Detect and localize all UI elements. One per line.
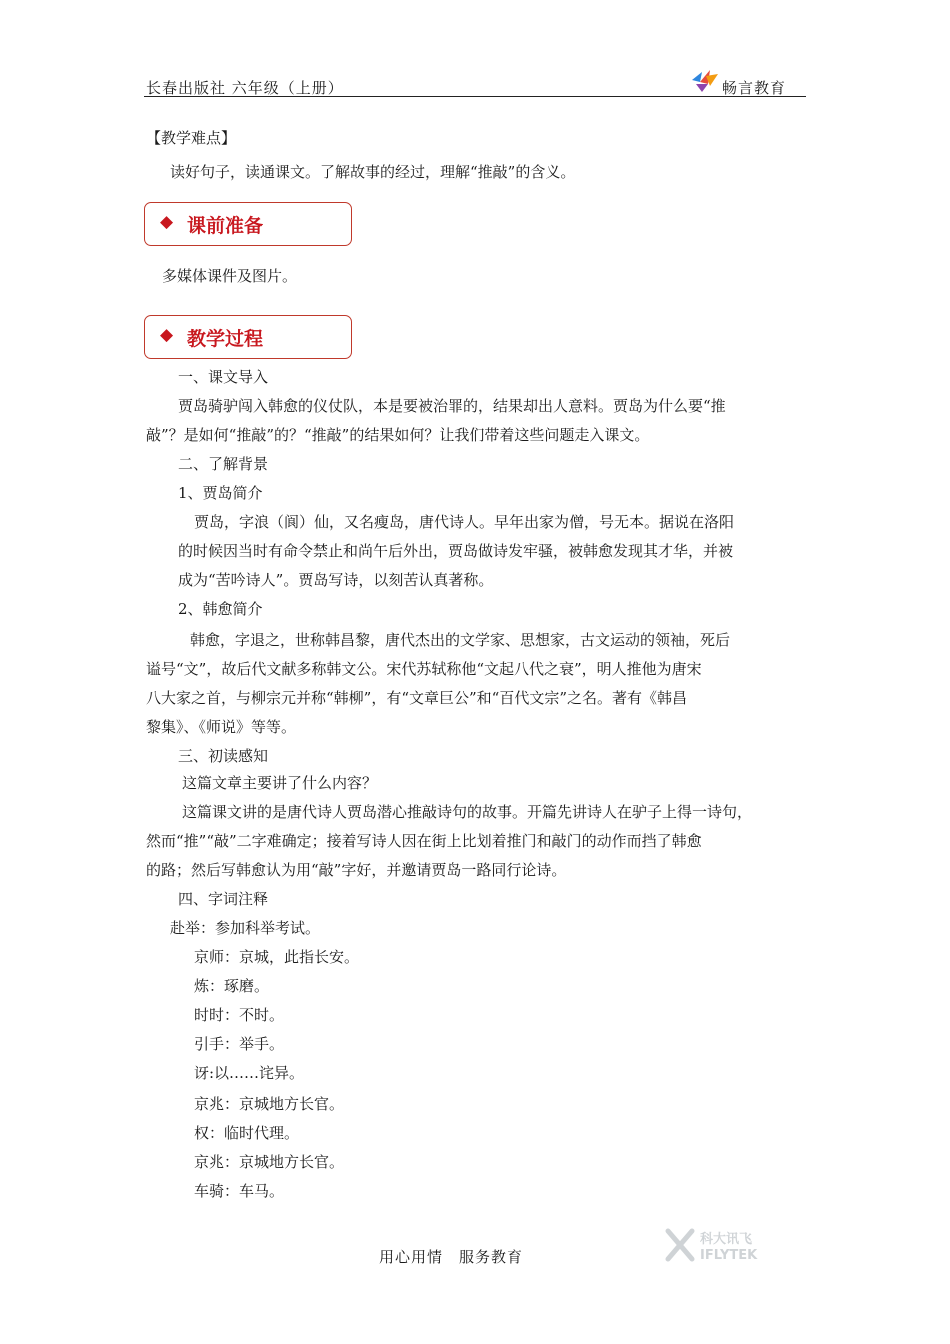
body-line: 韩愈，字退之，世称韩昌黎，唐代杰出的文学家、思想家，古文运动的领袖，死后 [190,631,731,649]
body-line: 成为“苦吟诗人”。贾岛写诗，以刻苦认真著称。 [178,571,494,589]
iflytek-en-text: IFLYTEK [700,1248,758,1263]
body-line: 这篇课文讲的是唐代诗人贾岛潜心推敲诗句的故事。开篇先讲诗人在驴子上得一诗句， [182,803,753,821]
diamond-icon: ◆ [160,212,174,232]
body-line: 三、初读感知 [178,747,269,765]
diamond-icon: ◆ [160,325,174,345]
header-divider [144,96,806,97]
body-line: 引手：举手。 [194,1035,285,1053]
footer-slogan: 用心用情 服务教育 [379,1248,524,1266]
body-line: 的时候因当时有命令禁止和尚午后外出，贾岛做诗发牢骚，被韩愈发现其才华，并被 [178,542,734,560]
header-publisher: 长春出版社 六年级（上册） [146,79,344,97]
section-prep-box [144,202,352,246]
body-line: 这篇文章主要讲了什么内容？ [182,774,378,792]
difficulty-heading: 【教学难点】 [146,129,237,147]
difficulty-text: 读好句子，读通课文。了解故事的经过，理解“推敲”的含义。 [170,163,576,181]
body-line: 赴举：参加科举考试。 [170,919,321,937]
prep-text: 多媒体课件及图片。 [162,267,298,285]
iflytek-cn-text: 科大讯飞 [700,1232,753,1247]
header-brand: 畅言教育 [722,79,787,97]
body-line: 时时：不时。 [194,1006,285,1024]
body-line: 京兆：京城地方长官。 [194,1095,345,1113]
section-prep-title: 课前准备 [187,215,264,237]
body-line: 贾岛，字浪（阆）仙，又名瘦岛，唐代诗人。早年出家为僧，号无本。据说在洛阳 [194,513,735,531]
body-line: 京兆：京城地方长官。 [194,1153,345,1171]
body-line: 贾岛骑驴闯入韩愈的仪仗队，本是要被治罪的，结果却出人意料。贾岛为什么要“推 [178,397,726,415]
body-line: 黎集》、《师说》等等。 [146,718,297,736]
body-line: 敲”？是如何“推敲”的？“推敲”的结果如何？让我们带着这些问题走入课文。 [146,426,650,444]
section-process-title: 教学过程 [187,328,264,350]
body-line: 然而“推”“敲”二字难确定；接着写诗人因在街上比划着推门和敲门的动作而挡了韩愈 [146,832,702,850]
iflytek-logo-icon [664,1225,784,1265]
body-line: 2、韩愈简介 [178,600,263,618]
body-line: 炼：琢磨。 [194,977,270,995]
body-line: 四、字词注释 [178,890,269,908]
body-line: 谥号“文”，故后代文献多称韩文公。宋代苏轼称他“文起八代之衰”，明人推他为唐宋 [146,660,702,678]
body-line: 权：临时代理。 [194,1124,300,1142]
body-line: 讶:以……诧异。 [194,1064,305,1082]
body-line: 京师：京城，此指长安。 [194,948,360,966]
section-process-box [144,315,352,359]
body-line: 1、贾岛简介 [178,484,263,502]
body-line: 一、课文导入 [178,368,269,386]
changyan-logo-icon [688,66,722,94]
body-line: 八大家之首，与柳宗元并称“韩柳”，有“文章巨公”和“百代文宗”之名。著有《韩昌 [146,689,688,707]
body-line: 的路；然后写韩愈认为用“敲”字好，并邀请贾岛一路同行论诗。 [146,861,567,879]
body-line: 二、了解背景 [178,455,269,473]
body-line: 车骑：车马。 [194,1182,285,1200]
